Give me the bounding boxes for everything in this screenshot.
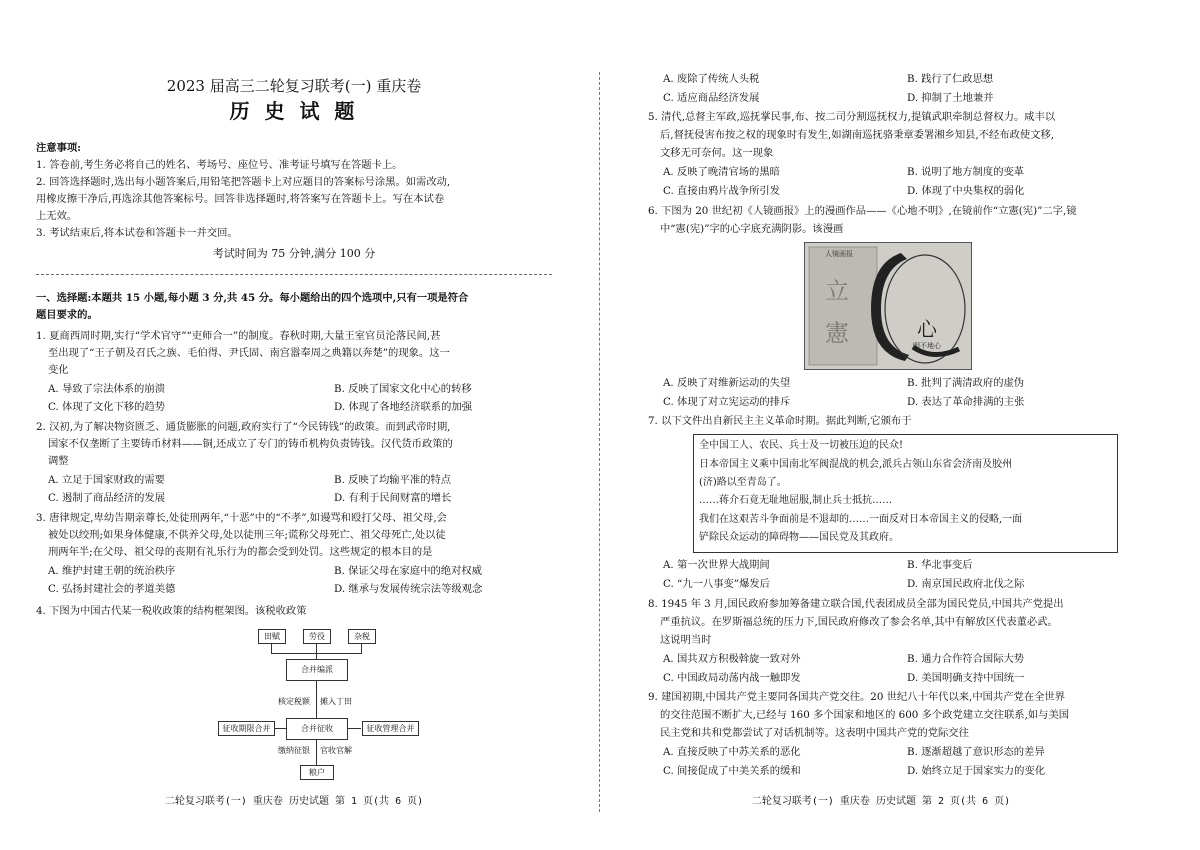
- section-heading: 一、选择题:本题共 15 小题,每小题 3 分,共 45 分。每小题给出的四个选项中,只有一项是符合: [36, 292, 469, 304]
- page-footer-left: 二轮复习联考(一) 重庆卷 历史试题 第 1 页(共 6 页): [164, 796, 424, 807]
- q4-option-c[interactable]: C. 适应商品经济发展: [663, 92, 760, 104]
- q4-option-d[interactable]: D. 抑制了土地兼并: [907, 92, 994, 104]
- flow-line: [274, 728, 286, 729]
- q7-document-line: (济)路以至青岛了。: [699, 477, 787, 488]
- q2-option-d[interactable]: D. 有利于民间财富的增长: [334, 492, 452, 504]
- q5-stem: 5. 清代,总督主军政,巡抚掌民事,布、按二司分割巡抚权力,提镇武职牵制总督权力。咸丰以: [648, 111, 1056, 123]
- notice-line: 1. 答卷前,考生务必将自己的姓名、考场号、座位号、准考证号填写在答题卡上。: [36, 159, 403, 171]
- q1-option-c[interactable]: C. 体现了文化下移的趋势: [48, 401, 166, 413]
- q3-stem: 被处以绞刑;如果身体健康,不供养父母,处以徒刑三年;谎称父母死亡、祖父母死亡,处以徒: [48, 529, 446, 541]
- q8-stem: 严重抗议。在罗斯福总统的压力下,国民政府修改了参会名单,其中有解放区代表董必武。: [660, 616, 1058, 628]
- page-footer-right: 二轮复习联考(一) 重庆卷 历史试题 第 2 页(共 6 页): [751, 796, 1011, 807]
- flow-line: [316, 680, 317, 718]
- cartoon-char-li-left: 立: [825, 277, 849, 305]
- flow-bottom-box: 粮户: [300, 765, 334, 780]
- q7-option-a[interactable]: A. 第一次世界大战期间: [663, 559, 770, 571]
- q6-option-d[interactable]: D. 表达了革命排满的主张: [907, 396, 1025, 408]
- q5-option-c[interactable]: C. 直接由鸦片战争所引发: [663, 185, 781, 197]
- q7-document-line: 铲除民众运动的障碍物——国民党及其政府。: [699, 532, 899, 543]
- q6-option-a[interactable]: A. 反映了对维新运动的失望: [663, 377, 791, 389]
- cartoon-caption: 明不地心: [913, 342, 941, 350]
- q3-option-b[interactable]: B. 保证父母在家庭中的绝对权威: [334, 565, 482, 577]
- q1-option-a[interactable]: A. 导致了宗法体系的崩溃: [48, 383, 165, 395]
- divider: [36, 274, 552, 275]
- q7-stem: 7. 以下文件出自新民主主义革命时期。据此判断,它颁布于: [648, 415, 912, 427]
- q4-option-b[interactable]: B. 践行了仁政思想: [907, 73, 994, 85]
- q3-option-c[interactable]: C. 弘扬封建社会的孝道美德: [48, 583, 176, 595]
- q8-stem: 这说明当时: [660, 634, 712, 646]
- flow-center-box: 合并征收: [286, 718, 348, 740]
- q5-stem: 后,督抚侵害布按之权的现象时有发生,如湖南巡抚骆秉章委署湘乡知县,不经布政使文移,: [660, 129, 1055, 141]
- q2-option-a[interactable]: A. 立足于国家财政的需要: [48, 474, 165, 486]
- q7-option-b[interactable]: B. 华北事变后: [907, 559, 973, 571]
- flow-top-box: 劳役: [303, 629, 331, 644]
- q1-stem: 至出现了“王子朝及召氏之族、毛伯得、尹氏固、南宫嚣奉周之典籍以奔楚”的现象。这一: [48, 347, 450, 359]
- q9-option-c[interactable]: C. 间接促成了中美关系的缓和: [663, 765, 801, 777]
- q6-option-c[interactable]: C. 体现了对立宪运动的排斥: [663, 396, 791, 408]
- q8-option-a[interactable]: A. 国共双方积极斡旋一致对外: [663, 653, 801, 665]
- q7-document-line: 我们在这艰苦斗争面前是不退却的……一面反对日本帝国主义的侵略,一面: [699, 514, 1023, 525]
- q6-option-b[interactable]: B. 批判了满清政府的虚伪: [907, 377, 1025, 389]
- q2-stem: 国家不仅垄断了主要铸币材料——铜,还成立了专门的铸币机构负责铸钱。汉代货币政策的: [48, 438, 453, 450]
- flow-line: [271, 643, 272, 653]
- q3-option-d[interactable]: D. 继承与发展传统宗法等级观念: [334, 583, 483, 595]
- q7-option-c[interactable]: C. “九一八事变”爆发后: [663, 578, 770, 590]
- q5-option-a[interactable]: A. 反映了晚清官场的黑暗: [663, 166, 780, 178]
- flow-label-left: 核定税额: [278, 697, 310, 706]
- q2-option-b[interactable]: B. 反映了均输平准的特点: [334, 474, 452, 486]
- flow-label-bottom-left: 缴纳征银: [278, 746, 310, 755]
- subject-title: 历 史 试 题: [229, 99, 359, 123]
- flow-line: [316, 739, 317, 765]
- q4-option-a[interactable]: A. 废除了传统人头税: [663, 73, 760, 85]
- cartoon-char-xian-left: 憲: [825, 319, 849, 347]
- cartoon-image: [804, 242, 972, 370]
- q6-stem: 中“憲(宪)”字的心字底充满阴影。该漫画: [660, 223, 844, 235]
- q2-option-c[interactable]: C. 遏制了商品经济的发展: [48, 492, 166, 504]
- flow-line: [347, 728, 361, 729]
- flow-left-box: 征收期限合并: [218, 721, 275, 736]
- time-line: 考试时间为 75 分钟,满分 100 分: [212, 247, 376, 260]
- flow-line: [361, 643, 362, 653]
- q7-option-d[interactable]: D. 南京国民政府北伐之际: [907, 578, 1025, 590]
- q3-option-a[interactable]: A. 维护封建王朝的统治秩序: [48, 565, 176, 577]
- flow-line: [316, 643, 317, 653]
- q9-stem: 9. 建国初期,中国共产党主要同各国共产党交往。20 世纪八十年代以来,中国共产党在全世界: [648, 691, 1066, 703]
- q7-document-line: 日本帝国主义乘中国南北军阀混战的机会,派兵占领山东省会济南及胶州: [699, 459, 1013, 470]
- notice-line: 2. 回答选择题时,选出每小题答案后,用铅笔把答题卡上对应题目的答案标号涂黑。如需改动,: [36, 176, 451, 188]
- q1-option-d[interactable]: D. 体现了各地经济联系的加强: [334, 401, 472, 413]
- q9-option-d[interactable]: D. 始终立足于国家实力的变化: [907, 765, 1045, 777]
- q6-stem: 6. 下图为 20 世纪初《人镜画报》上的漫画作品——《心地不明》,在镜前作“立憲(宪)”二字,镜: [648, 205, 1077, 217]
- notice-line: 上无效。: [36, 210, 78, 222]
- notice-line: 3. 考试结束后,将本试卷和答题卡一并交回。: [36, 227, 238, 239]
- flow-top-box: 田赋: [258, 629, 286, 644]
- flow-right-box: 征收管理合并: [362, 721, 419, 736]
- section-heading: 题目要求的。: [36, 309, 98, 321]
- q1-stem: 变化: [48, 364, 69, 376]
- q5-option-d[interactable]: D. 体现了中央集权的弱化: [907, 185, 1025, 197]
- q3-stem: 3. 唐律规定,卑幼告期亲尊长,处徒刑两年,“十恶”中的“不孝”,如谩骂和殴打父母、祖父母,会: [36, 512, 447, 524]
- q3-stem: 刑两年半;在父母、祖父母的丧期有礼乐行为的都会受到处罚。这些规定的根本目的是: [48, 546, 433, 558]
- q9-stem: 民主党和共和党都尝试了对话机制等。这表明中国共产党的党际交往: [660, 727, 969, 739]
- q8-option-d[interactable]: D. 美国明确支持中国统一: [907, 672, 1025, 684]
- q9-option-b[interactable]: B. 逐渐超越了意识形态的差异: [907, 746, 1045, 758]
- q2-stem: 调整: [48, 455, 69, 467]
- q1-option-b[interactable]: B. 反映了国家文化中心的转移: [334, 383, 472, 395]
- q5-stem: 文移无可奈何。这一现象: [660, 147, 774, 159]
- notice-line: 用橡皮擦干净后,再选涂其他答案标号。回答非选择题时,将答案写在答题卡上。写在本试卷: [36, 193, 445, 205]
- q7-document-line: ……蒋介石竟无耻地屈服,制止兵士抵抗……: [699, 495, 893, 506]
- q8-option-c[interactable]: C. 中国政局动荡内战一触即发: [663, 672, 801, 684]
- q5-option-b[interactable]: B. 说明了地方制度的变革: [907, 166, 1025, 178]
- q1-stem: 1. 夏商西周时期,实行“学术官守”“吏师合一”的制度。春秋时期,大量王室官员沦落民间,甚: [36, 330, 441, 342]
- q7-document-line: 全中国工人、农民、兵士及一切被压迫的民众!: [699, 440, 904, 451]
- exam-title: 2023 届高三二轮复习联考(一) 重庆卷: [166, 77, 422, 95]
- flow-merge-box: 合并编派: [286, 659, 348, 681]
- cartoon-drawing: [805, 243, 971, 369]
- flow-label-bottom-right: 官收官解: [320, 746, 352, 755]
- q9-option-a[interactable]: A. 直接反映了中苏关系的恶化: [663, 746, 801, 758]
- q9-stem: 的交往范围不断扩大,已经与 160 多个国家和地区的 600 多个政党建立交往联系,如与美国: [660, 709, 1070, 721]
- q2-stem: 2. 汉初,为了解决物资匮乏、通货膨胀的问题,政府实行了“今民铸钱”的政策。而到武帝时期,: [36, 421, 451, 433]
- cartoon-char-xin: 心: [917, 317, 937, 341]
- flow-top-box: 杂税: [348, 629, 376, 644]
- cartoon-masthead: 人镜画报: [825, 250, 853, 258]
- q8-stem: 8. 1945 年 3 月,国民政府参加筹备建立联合国,代表团成员全部为国民党员,中国共产党提出: [648, 598, 1064, 610]
- flow-label-right: 摊入丁田: [320, 697, 352, 706]
- notice-heading: 注意事项:: [36, 142, 81, 154]
- q8-option-b[interactable]: B. 通力合作符合国际大势: [907, 653, 1025, 665]
- page-divider: [599, 72, 600, 812]
- q4-stem: 4. 下图为中国古代某一税收政策的结构框架图。该税收政策: [36, 605, 307, 617]
